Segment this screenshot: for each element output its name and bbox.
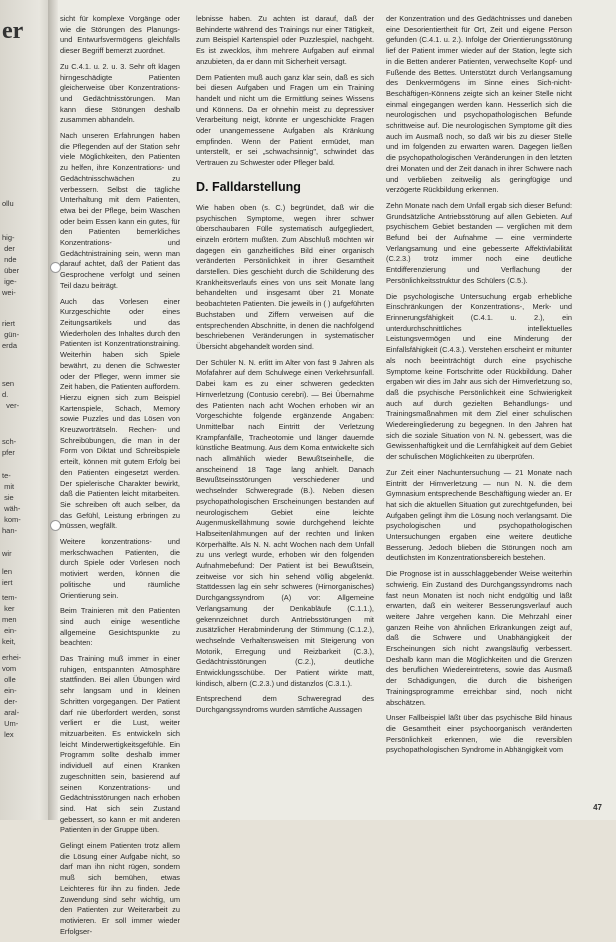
facing-page-fragment: sch- pfer [2,437,17,457]
facing-page-fragment: tem- ker men ein- keit, [2,593,17,646]
paragraph: Zu C.4.1. u. 2. u. 3. Sehr oft klagen hirngeschädigte Patienten gleicherweise über Konzentrations- und Gedächtnisstörungen. Man kann diese Störungen deshalb zusammen abhandeln. [60,61,180,125]
paragraph: Weitere konzentrations- und merkschwachen Patienten, die durch Spiele oder Vorlesen noch motiviert werden, können die politische und räumliche Orientierung sein. [60,537,180,600]
paragraph: der Konzentration und des Gedächtnisses und daneben eine Desorientiertheit für Ort, Zeit und eigene Person gefunden (C.4.1. u. 2.). Infolge der Orientierungsstörung lief der Patient immer wieder auf der Station, legte sich in die Betten anderer Patienten, verwechselte Kopf- und Fußende des Bettes. Unterstützt durch Verlangsamung des Denkvermögens im Sinne eines Sich-nicht-Beschäftigen-Könnens zeigte sich an keiner Stelle nicht einmal eingegangen werden kann. Hesserlich sich die neurologischen und psychopathologischen Befunde schrittweise auf. Die neurologischen Symptome gilt dies auch im Ausmaß noch, so daß wir bis zu dieser Stelle und im folgenden zu erwarten waren. Dagegen ließen die psychopathologischen Veränderungen in den letzten drei Monaten und der Zeit danach in ihrer Schwere nach und verblieben zeitweilig als geringfügige und verzögerte Rückbildung erkennen. [386,14,572,195]
text-column-1 [60,14,180,942]
facing-page-heading-fragment: er [2,18,24,44]
paragraph: Wie haben oben (s. C.) begründet, daß wir die psychischen Symptome, wegen ihrer schwer überschaubaren Fülle systematisch aufgegliedert, einzeln erörtern mußten. Zum Abschluß möchten wir dagegen ein ganzheitliches Bild einer organisch veränderten Persönlichkeit in ihrer Gesamtheit darstellen. Dies geschieht durch die Schilderung des Krankheitsverlaufs eines von uns seit Monate lang behandelten und insgesamt über 21 Monate beobachteten Patienten. Die jeweils in ( ) aufgeführten Buchstaben und Ziffern verweisen auf die entsprechenden Abschnitte, in denen die nachfolgend beschriebenen Veränderungen in systematischer Übersicht abgehandelt worden sind. [196,202,374,351]
text-column-3 [386,14,572,761]
section-heading: D. Falldarstellung [196,179,301,194]
paragraph: Das Training muß immer in einer ruhigen, entspannten Atmosphäre stattfinden. Bei allen Übungen wird sehr langsam und in kleinen Schritten vorgegangen. Der Patient darf nie überfordert werden, sonst verliert er die Lust, weiter mitzuarbeiten. Es entwickeln sich leicht Minderwertigkeitsgefühle. Ein Programm sollte deshalb immer individuell auf einen Kranken zugeschnitten sein, basierend auf seinen Konzentrations- und Gedächtnisstörungen nach erhoben sind. Hat sich sein Zustand gebessert, so kann er mit anderen Patienten in der Gruppe üben. [60,654,180,835]
paragraph: Gelingt einem Patienten trotz allem die Lösung einer Aufgabe nicht, so darf man ihn nicht rügen, sondern muß sich bemühen, etwas Leichteres für ihn zu finden. Jede Zuwendung sind sehr wichtig, um den Patienten zur Weiterarbeit zu motivieren. Er soll immer wieder Erfolgser- [60,841,180,936]
facing-page-fragment: sen d. ver- [2,379,20,410]
paragraph: sicht für komplexe Vorgänge oder wie die Störungen des Planungs- und Entwurfsvermögens gleichfalls dieser Begriff bemerzt zuordnet. [60,14,180,56]
paragraph: Dem Patienten muß auch ganz klar sein, daß es sich bei diesen Aufgaben und Fragen um ein Training handelt und nicht um die Ermittlung seines Wissens und Könnens. Da er ohnehin meist zu depressiver Verarbeitung neigt, könnte er ungeschickte Fragen oder unangemessene Aufgaben als Kränkung empfinden. Wenn der Patient ermüdet, man unterstellt, er sei „schwachsinnig", schwindet das Vertrauen zu Schwester oder Pfleger bald. [196,72,374,168]
paragraph: Nach unseren Erfahrungen haben die Pflegenden auf der Station sehr viele Möglichkeiten, den Patienten zu helfen, ihre Konzentrations- und Gedächtnisschwächen zu verbessern. Selbst die tägliche Unterhaltung mit dem Patienten, etwa bei der Pflege, beim Waschen oder beim Essen kann ein gutes, für den Patienten bemerkliches Konzentrations- und Gedächtnistraining sein, wenn man darauf achtet, daß der Patient das Gesprochene verfolgt und seinen Teil dazu beiträgt. [60,131,180,290]
facing-page-fragment: erhei- vom olle ein- der- aral- Um- lex [2,653,22,739]
paragraph: Zehn Monate nach dem Unfall ergab sich dieser Befund: Grundsätzliche Antriebsstörung auf allen Gebieten. Auf psychischem Gebiet bestanden — verglichen mit dem Befund bei der Aufnahme — eine verminderte Verlangsamung und eine gebesserte Affektivlabilität (C.2.3.) trotz immer noch eine deutliche Entdifferenzierung und Verflachung der Persönlichkeitsstruktur des Schülers (C.5.). [386,200,572,285]
facing-page-fragment: ollu [2,199,14,208]
page-number: 47 [593,803,602,812]
facing-page-fragment: len iert [2,567,13,587]
paragraph: Der Schüler N. N. erlitt im Alter von fast 9 Jahren als Mofafahrer auf dem Schulwege einen Verkehrsunfall. Dabei kam es zu einer schweren gedeckten Hirnverletzung (Contusio cerebri). — Bei Übernahme des Patienten nach acht Wochen erhoben wir an Vorgeschichte folgende ergänzende Angaben: Unmittelbar nach Eintritt der Verletzung Krampfanfälle, Tracheotomie und länger dauernde künstliche Beatmung. Aus dem Koma entwickelte sich nach allmählich wieder Bewußtseinhelle, die anscheinend 18 Tage lang anhielt. Danach Bewußtseinsstörungen verschiedener und wechselnder Schweregrade (B.). Neben diesen psychopathologischen Erscheinungen bestanden auf neurologischem Gebiet eine leichte Augenmuskellähmung sowie durchgehend leichte Halbseitenlähmungen auf der rechten und linken Körperhälfte. Als N. N. acht Wochen nach dem Unfall zu uns verlegt wurde, erhoben wir den folgenden Aufnahmebefund: Der Patient ist bei Bewußtsein, zeitweise vor sich hin sehend völlig abgelenkt. Stattdessen lag ein sehr schweres (Hirnorganisches) Durchgangssyndrom (A) vor: Allgemeine Verlangsamung der Denkabläufe (C.1.1.), gekennzeichnet durch Antriebsstörungen mit zusätzlicher Herabminderung der Stimmung (C.1.2.), wechselnde Verhaltensweisen mit Steigerung von Motorik, Erregung und Reizbarkeit (C.3.), Gedächtnisstörungen (C.2.), deutliche Entwicklungsschübe. Der Patient wirkte matt, kindisch, albern (C.2.3.) und distanzlos (C.3.1.). [196,357,374,688]
paragraph: Die psychologische Untersuchung ergab erhebliche Einschränkungen der Konzentrations-, Merk- und Erinnerungsfähigkeit (C.4.1. u. 2.), ein unterdurchschnittliches intellektuelles Leistungsvermögen und eine Minderung der Einfallsfähigkeit (C.4.3.). Verstehen erscheint er mitunter als noch beeinträchtigt durch eine psychische Symptome keine Fortschritte oder Rückbildung. Daher ergaben wir dies im Jahr aus sich der Hirnverletzung so, daß die psychische Persönlichkeit eine Schwierigkeit auch auf durch gezielten Behandlungs- und Trainingsmaßnahmen mit dem Ziel einer schulischen Wiedereingliederung zu begegnen. In den Jahren hat sich die soziale Situation von N. N. gebessert, was die Gewissenhaftigkeit und die Lernfähigkeit auf dem Gebiet der schulischen Möglichkeiten zu überprüfen. [386,291,572,462]
paragraph: lebnisse haben. Zu achten ist darauf, daß der Behinderte während des Trainings nur einer Tätigkeit, zum Beispiel Kartenspiel oder Puzzlespiel, nachgeht. Es ist zwecklos, ihm mehrere Aufgaben auf einmal anzubieten, da er dann mit Sicherheit versagt. [196,14,374,66]
text-column-2 [196,14,374,721]
paragraph: Zur Zeit einer Nachuntersuchung — 21 Monate nach Eintritt der Hirnverletzung — nun N. N. die dem Gymnasium entsprechende Beschäftigung wieder an. Er hat sich die aktuellen Situation gut zurechtgefunden, bei Aufgaben gelingt ihm die Lösung noch verlangsamt. Die psychologischen und psychopathologischen Untersuchungen ergaben eine weitere deutliche Besserung. Jedoch blieben die Störungen noch am deutlichsten im Konzentrationsbereich bestehen. [386,467,572,563]
paragraph: Entsprechend dem Schweregrad des Durchgangssyndroms wurden sämtliche Aussagen [196,694,374,715]
paragraph: Die Prognose ist in ausschlaggebender Weise weiterhin schwierig. Ein Zustand des Durchgangssyndroms nach fast neun Monaten ist noch nicht endgültig und läßt erwarten, daß ein weiterer Besserungsverlauf auch weitere Jahre vergehen kann. Die Mehrzahl einer ganzen Reihe von ähnlichen Erkrankungen zeigt auf, daß die Schwere und Unabhängigkeit der Erscheinungen sich nicht zwangsläufig verbessert. Deshalb kann man die Möglichkeiten und die Grenzen des beruflichen Wiedereintretens, sowie das Ausmaß der Schädigungen, die durch die bisherigen Trainingsprogramme erreichbar sind, noch nicht abschätzen. [386,569,572,707]
page-gutter [48,0,58,820]
facing-page-fragment: riert gün- erda [2,319,20,350]
paragraph: Auch das Vorlesen einer Kurzgeschichte oder eines Zeitungsartikels und das Wiederholen des Inhaltes durch den Patienten ist Konzentrationstraining. Weiterhin haben sich Spiele bewährt, zu denen die Schwester oder der Pfleger, wenn immer sie Zeit haben, die Patienten auffordern. Hierzu eignen sich zum Beispiel Kartenspiele, Schach, Memory sowie Puzzles und das Lösen von Kreuzworträtseln. Rechen- und Schreibübungen, die man in der Form von Diktat und Schreibspiele erteilt, können mit gutem Erfolg bei den Patienten eingesetzt werden. Der spielerische Charakter bewirkt, daß die Patienten leicht mitarbeiten. Sie schreiben oft auch selber, da das Gefühl, Leistung erbringen zu müssen, wegfällt. [60,296,180,531]
facing-page-fragment: te- mit sie wäh- kom- han- [2,471,21,535]
paragraph: Unser Fallbeispiel läßt über das psychische Bild hinaus die Gesamtheit einer psychoorganisch veränderten Persönlichkeit erkennen, wie die reversiblen psychopathologischen Syndrome in Abhängigkeit vom [386,713,572,755]
facing-page-fragment: wir [2,549,12,558]
facing-page-fragment: hig- der nde über ige- wei- [2,233,20,297]
paragraph: Beim Trainieren mit den Patienten sind auch einige wesentliche allgemeine Gesichtspunkte zu beachten: [60,606,180,648]
